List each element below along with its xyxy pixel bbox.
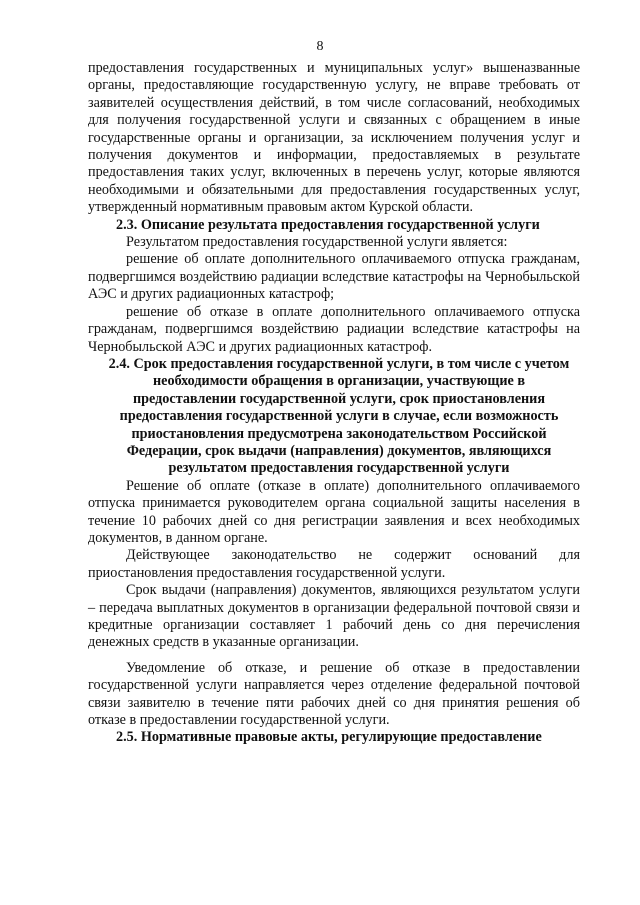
paragraph-result-refuse: решение об отказе в оплате дополнительного оплачиваемого отпуска гражданам, подвергшимся воздействию радиации вследствие катастрофы на Чернобыльской АЭС и других радиационных катастроф. (88, 303, 580, 355)
section-heading-2-5: 2.5. Нормативные правовые акты, регулирующие предоставление (116, 729, 542, 746)
paragraph-delivery-term: Срок выдачи (направления) документов, являющихся результатом услуги – передача выплатных документов в организации федеральной почтовой связи и кредитные организации составляет 1 рабочий день со дня перечисления денежных средств в указанные организации. (88, 582, 580, 651)
paragraph-no-suspension: Действующее законодательство не содержит оснований для приостановления предоставления государственной услуги. (88, 547, 580, 581)
document-body (88, 60, 580, 747)
paragraph-continuation: предоставления государственных и муниципальных услуг» вышеназванные органы, предоставляющие государственную услугу, не вправе требовать от заявителей осуществления действий, в том числе согласований, необходимых для получения государственной услуги и связанных с обращением в иные государственные органы и организации, за исключением получения услуг и получения документов и информации, предоставляемых в результате предоставления таких услуг, включенных в перечень услуг, которые являются необходимыми и обязательными для предоставления государственных услуг, утвержденный нормативным правовым актом Курской области. (88, 60, 580, 216)
section-heading-2-4: 2.4. Срок предоставления государственной услуги, в том числе с учетом необходимости обращения в организации, участвующие в предоставлении государственной услуги, срок приостановления предоставления государственной услуги в случае, если возможность приостановления предусмотрена законодательством Российской Федерации, срок выдачи (направления) документов, являющихся результатом предоставления государственной услуги (108, 355, 570, 477)
page-number: 8 (316, 39, 324, 54)
spacer (88, 652, 580, 660)
paragraph-decision-term: Решение об оплате (отказе в оплате) дополнительного оплачиваемого отпуска принимается руководителем органа социальной защиты населения в течение 10 рабочих дней со дня регистрации заявления и всех необходимых документов, в данном органе. (88, 477, 580, 546)
paragraph-result-intro: Результатом предоставления государственной услуги является: (126, 234, 508, 251)
paragraph-refusal-notice: Уведомление об отказе, и решение об отказе в предоставлении государственной услуги направляется через отделение федеральной почтовой связи заявителю в течение пяти рабочих дней со дня принятия решения об отказе в предоставлении государственной услуги. (88, 659, 580, 729)
section-heading-2-3: 2.3. Описание результата предоставления государственной услуги (116, 216, 540, 233)
paragraph-result-approve: решение об оплате дополнительного оплачиваемого отпуска гражданам, подвергшимся воздействию радиации вследствие катастрофы на Чернобыльской АЭС и других радиационных катастроф; (88, 251, 580, 303)
